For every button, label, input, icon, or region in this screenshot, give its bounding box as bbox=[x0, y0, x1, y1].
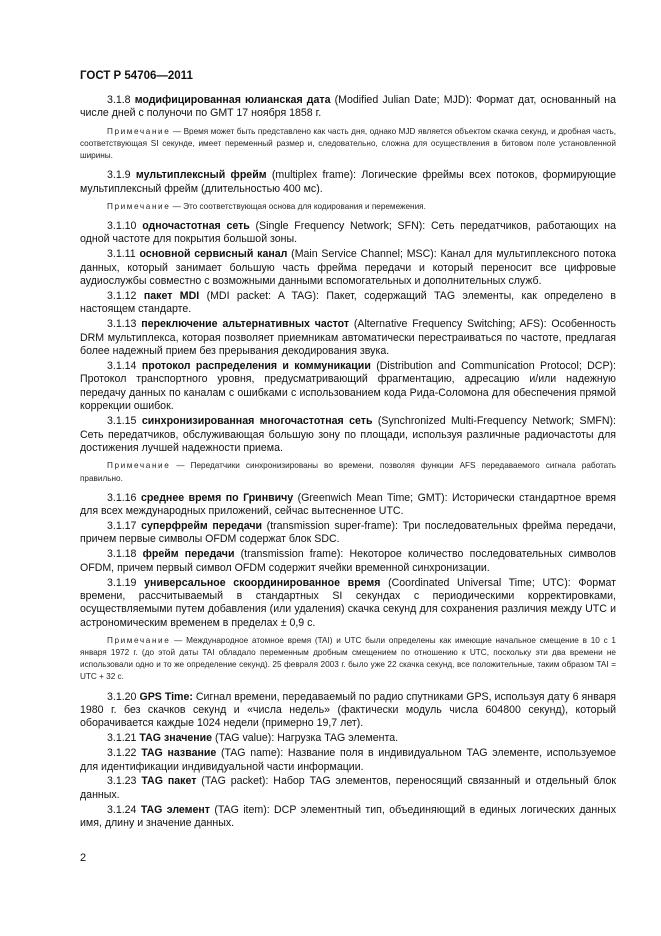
definition-term: одночастотная сеть bbox=[142, 220, 250, 232]
note-label: Примечание bbox=[107, 201, 171, 211]
definition-3-1-11 bbox=[80, 248, 616, 288]
definition-text: (Modified Julian Date; MJD): Формат дат, основанный на числе дней с полуночи по GMT 17 ноября 1858 г. bbox=[80, 94, 616, 120]
definition-3-1-21 bbox=[80, 732, 616, 745]
note-text: — Передатчики синхронизированы во времени, позволяя функции AFS передаваемого сигнала работать правильно. bbox=[80, 461, 616, 483]
definition-number: 3.1.18 bbox=[107, 548, 137, 561]
definition-number: 3.1.17 bbox=[107, 519, 137, 532]
definition-number: 3.1.10 bbox=[107, 220, 137, 232]
definition-text: (Synchronized Multi-Frequency Network; SMFN): Сеть передатчиков, обслуживающая большую зону по площади, используя различные радиочастоты для достижения лучшей надежности приема. bbox=[80, 415, 617, 454]
definition-term: переключение альтернативных частот bbox=[141, 318, 350, 331]
definition-number: 3.1.12 bbox=[107, 290, 137, 303]
definition-3-1-14 bbox=[80, 360, 616, 414]
definition-3-1-15 bbox=[80, 415, 616, 455]
definition-number: 3.1.19 bbox=[107, 576, 137, 589]
definition-3-1-13 bbox=[80, 318, 616, 358]
definition-text: (Single Frequency Network; SFN): Сеть передатчиков, работающих на одной частоте для покрытия большой зоны. bbox=[80, 220, 616, 246]
note-label: Примечание bbox=[107, 126, 171, 136]
definition-3-1-23 bbox=[80, 775, 616, 802]
standard-header: ГОСТ Р 54706—2011 bbox=[80, 70, 193, 82]
definition-term: протокол распределения и коммуникации bbox=[141, 360, 371, 373]
definition-number: 3.1.23 bbox=[107, 775, 137, 788]
definition-term: TAG значение bbox=[139, 732, 213, 745]
definition-text: (transmission super-frame): Три последовательных фрейма передачи, причем первые символы OFDM содержат блок SDC. bbox=[80, 519, 616, 546]
definition-term: GPS Time: bbox=[139, 690, 193, 703]
definition-3-1-12 bbox=[80, 290, 616, 317]
definition-3-1-16 bbox=[80, 492, 616, 519]
definition-3-1-19 bbox=[80, 577, 616, 631]
definition-number: 3.1.9 bbox=[107, 169, 131, 182]
definition-text: Сигнал времени, передаваемый по радио спутниками GPS, используя дату 6 января 1980 г. без скачков секунд и «числа недель» (фактически модуль числа 604800 секунд), который оборачивается каждые 1024 недели (примерно 19,7 лет). bbox=[80, 690, 616, 730]
definition-text: (multiplex frame): Логические фреймы всех потоков, формирующие мультиплексный фрейм (длительностью 400 мс). bbox=[80, 169, 616, 195]
note-label: Примечание bbox=[107, 461, 171, 471]
definition-text: (TAG packet): Набор TAG элементов, переносящий связанный и отдельный блок данных. bbox=[80, 775, 616, 801]
definition-term: модифицированная юлианская дата bbox=[134, 94, 331, 106]
definition-term: синхронизированная многочастотная сеть bbox=[141, 415, 373, 428]
definition-term: основной сервисный канал bbox=[139, 248, 288, 261]
definition-text: (Greenwich Mean Time; GMT): Исторически стандартное время для всех международных приложений, сейчас вытесненное UTC. bbox=[80, 491, 617, 517]
definition-number: 3.1.22 bbox=[107, 747, 137, 760]
definition-3-1-8 bbox=[80, 94, 616, 121]
definitions-list bbox=[80, 94, 616, 832]
definition-number: 3.1.8 bbox=[107, 94, 131, 106]
definition-number: 3.1.15 bbox=[107, 415, 137, 428]
definition-number: 3.1.20 bbox=[107, 690, 137, 703]
definition-term: мультиплексный фрейм bbox=[135, 169, 267, 182]
note-text: — Время может быть представлено как часть дня, однако MJD является объектом скачка секунд, и дробная часть, соответствующая SI секунде, имеет переменный размер и, следовательно, сложна для осуществления в битовом поле установленной ширины. bbox=[80, 126, 616, 160]
note-text: — Это соответствующая основа для кодирования и перемежения. bbox=[170, 201, 426, 211]
definition-term: TAG элемент bbox=[140, 803, 210, 816]
definition-text: (Coordinated Universal Time; UTC): Формат времени, рассчитываемый в стандартных SI секундах с периодическими корректировками, осуществляемыми путем добавления (или удаления) скачка секунд для сохранения различия между UTC и астрономическим временем в пределах ± 0,9 с. bbox=[80, 576, 616, 629]
definition-3-1-20 bbox=[80, 691, 616, 731]
definition-text: (Main Service Channel; MSC): Канал для мультиплексного потока данных, который занимает большую часть фрейма передачи и который переносит все цифровые аудиослужбы совместно с возможными данными вспомогательных и дополнительных служб. bbox=[80, 248, 616, 288]
definition-term: TAG название bbox=[141, 747, 217, 760]
definition-number: 3.1.16 bbox=[107, 491, 137, 504]
definition-3-1-9 bbox=[80, 169, 616, 196]
page-number: 2 bbox=[80, 852, 87, 864]
definition-number: 3.1.21 bbox=[107, 732, 137, 745]
definition-term: суперфрейм передачи bbox=[141, 519, 263, 532]
definition-3-1-17 bbox=[80, 520, 616, 547]
note bbox=[80, 201, 616, 213]
definition-number: 3.1.11 bbox=[107, 248, 136, 261]
definition-number: 3.1.24 bbox=[107, 803, 137, 816]
definition-text: (TAG value): Нагрузка TAG элемента. bbox=[212, 732, 399, 745]
note bbox=[80, 635, 616, 683]
definition-3-1-24 bbox=[80, 804, 616, 831]
note-label: Примечание bbox=[107, 636, 171, 646]
definition-number: 3.1.14 bbox=[107, 360, 137, 373]
definition-3-1-10 bbox=[80, 220, 616, 247]
definition-term: среднее время по Гринвичу bbox=[140, 491, 294, 504]
note bbox=[80, 460, 616, 484]
definition-text: (transmission frame): Некоторое количество последовательных символов OFDM, причем первый символ OFDM содержит ячейки временной синхронизации. bbox=[80, 548, 616, 574]
definition-3-1-18 bbox=[80, 548, 616, 575]
definition-text: (MDI packet: A TAG): Пакет, содержащий TAG элементы, как определено в настоящем стандарте. bbox=[80, 290, 616, 316]
definition-term: универсальное скоординированное время bbox=[144, 576, 381, 589]
definition-3-1-22 bbox=[80, 747, 616, 774]
definition-text: (TAG item): DCP элементный тип, объединяющий в единых логических данных имя, длину и значение данных. bbox=[80, 803, 617, 830]
definition-term: TAG пакет bbox=[141, 775, 197, 788]
definition-number: 3.1.13 bbox=[107, 318, 137, 331]
definition-text: (Distribution and Communication Protocol; DCP): Протокол транспортного уровня, предусматривающий фрагментацию, адресацию и/или надежную передачу данных по каналам с ошибками с использованием кода Рида-Соломона для обеспечения прямой коррекции ошибок. bbox=[80, 360, 616, 413]
note bbox=[80, 126, 616, 162]
definition-text: (TAG name): Название поля в индивидуальном TAG элементе, используемое для идентификации индивидуальной части информации. bbox=[80, 747, 616, 773]
note-text: — Международное атомное время (TAI) и UTC были определены как имеющие начальное смещение в 10 с 1 января 1972 г. (до этой даты TAI обладало переменным дробным смещением по отношению к UTC, поскольку эти два времени не использовали одно и то же определение секунд). 25 февраля 2003 г. было уже 22 скачка секунд, все положительные, таким образом TAI = UTC + 32 с. bbox=[80, 636, 616, 682]
definition-term: пакет MDI bbox=[143, 290, 200, 303]
definition-text: (Alternative Frequency Switching; AFS): Особенность DRM мультиплекса, которая позволяет приемникам автоматически перестраиваться по частоте, предлагая более надежный прием без прерывания декодирования звука. bbox=[80, 318, 616, 358]
definition-term: фрейм передачи bbox=[142, 548, 235, 561]
